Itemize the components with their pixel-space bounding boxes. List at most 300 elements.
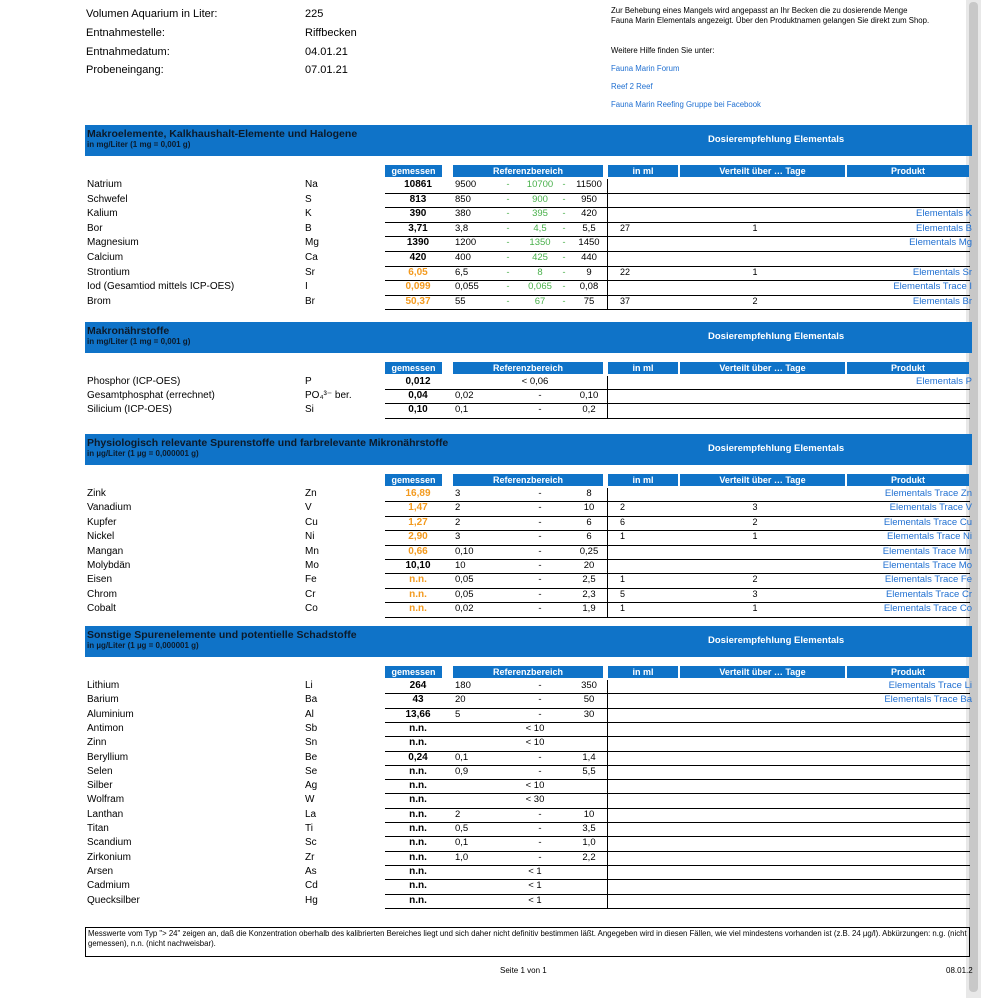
page-number: Seite 1 von 1 [500,966,547,975]
row-underline [608,617,970,618]
product-link[interactable]: Elementals B [916,222,972,234]
table-row [85,296,972,310]
reference-low: 2 [455,516,461,528]
reference-low: 20 [455,694,466,706]
section-banner [85,434,972,465]
element-symbol: Be [305,751,318,763]
reference-high: 50 [583,694,595,706]
reference-dash: - [562,237,566,248]
reference-high: 11500 [576,179,602,190]
dose-ml: 1 [620,531,626,542]
footnote: Messwerte vom Typ "> 24" zeigen an, daß die Konzentration oberhalb des kalibrierten Bereiches liegt und sich daher nicht definitiv bestimmen läßt. Angegeben wird in diesen Fällen, wie viel mindestens vorhanden ist (z.B. 24 µg/l). Abkürzungen: n.g. (nicht gemessen), n.n. (nicht nachweisbar). [85,927,970,957]
measured-value: 1390 [406,237,430,249]
reference-target: 425 [532,252,548,263]
dosing-recommendation-label: Dosierempfehlung Elementals [708,635,845,646]
col-product-header: Produkt [847,474,969,486]
table-row [85,179,972,193]
value-location: Riffbecken [305,27,357,39]
reference-limit: < 30 [525,794,545,806]
element-symbol: Br [305,295,315,307]
link-reef2reef[interactable]: Reef 2 Reef [611,82,653,91]
reference-high: 0,08 [579,281,599,293]
reference-dash: - [538,851,542,863]
reference-high: 0,25 [579,545,599,557]
element-symbol: I [305,281,308,293]
element-name: Molybdän [87,560,131,571]
reference-limit: < 10 [525,780,545,792]
measured-value: n.n. [409,574,427,586]
reference-low: 5 [455,708,461,720]
element-symbol: Fe [305,574,317,586]
reference-high: 0,10 [579,390,599,402]
reference-dash: - [562,222,566,233]
measured-value: n.n. [409,865,427,877]
measured-value: 6,05 [408,266,428,278]
label-location: Entnahmestelle: [86,27,165,39]
dose-ml: 6 [620,516,626,527]
section-banner [85,322,972,353]
measured-value: n.n. [409,780,427,792]
measured-value: n.n. [409,851,427,863]
dose-days: 1 [752,531,758,542]
row-underline [608,309,970,310]
measured-value: n.n. [409,722,427,734]
element-symbol: Ca [305,252,318,263]
reference-dash: - [562,252,566,262]
element-name: Scandium [87,837,132,849]
product-link[interactable]: Elementals Trace Cr [885,588,972,600]
reference-dash: - [506,295,510,306]
col-measured-header: gemessen [385,474,442,486]
measured-value: n.n. [409,880,427,892]
reference-dash: - [506,208,510,219]
reference-dash: - [562,208,566,219]
row-underline [385,908,607,909]
row-underline [608,908,970,909]
link-forum[interactable]: Fauna Marin Forum [611,64,680,73]
table-row [85,376,972,390]
reference-high: 2,2 [582,851,596,863]
table-row [85,895,972,909]
element-symbol: Cd [305,880,318,892]
product-link[interactable]: Elementals Sr [912,266,972,278]
col-ml-header: in ml [608,165,678,177]
product-link[interactable]: Elementals Trace Ba [884,694,972,706]
label-volume: Volumen Aquarium in Liter: [86,8,218,20]
reference-high: 9 [586,266,592,278]
reference-dash: - [506,266,510,277]
table-row [85,488,972,502]
element-name: Zink [87,488,106,499]
measured-value: 420 [409,252,427,263]
table-row [85,880,972,894]
measured-value: 0,04 [408,390,428,402]
dose-ml: 1 [620,574,626,585]
table-row [85,267,972,281]
reference-dash: - [538,516,542,528]
measured-value: n.n. [409,894,427,906]
product-link[interactable]: Elementals K [916,208,972,220]
table-row [85,281,972,295]
row-underline [385,617,607,618]
element-symbol: Ba [305,694,318,706]
reference-low: 0,02 [455,603,474,615]
reference-limit: < 10 [525,722,545,734]
reference-low: 0,1 [455,837,469,849]
element-symbol: Zr [305,851,315,863]
table-row [85,809,972,823]
table-row [85,252,972,266]
product-link[interactable]: Elementals Trace Ni [886,531,972,543]
reference-low: 0,05 [455,588,474,600]
product-link[interactable]: Elementals P [916,376,972,387]
reference-dash: - [538,531,542,543]
reference-low: 0,1 [455,751,469,763]
reference-target: 67 [534,295,546,307]
table-row [85,517,972,531]
element-symbol: Sr [305,266,315,278]
reference-dash: - [538,502,542,514]
reference-dash: - [538,823,542,834]
element-name: Mangan [87,545,124,557]
product-link[interactable]: Elementals Trace Cu [883,516,972,528]
reference-dash: - [538,560,542,571]
measured-value: n.n. [409,823,427,834]
element-symbol: Cu [305,516,318,528]
element-symbol: K [305,208,312,220]
reference-limit: < 1 [528,880,542,892]
reference-low: 180 [455,680,471,691]
element-symbol: Ni [305,531,315,543]
col-reference-header: Referenzbereich [453,165,603,177]
measured-value: 1,27 [408,516,428,528]
element-name: Aluminium [87,708,134,720]
section-banner [85,626,972,657]
measured-value: 50,37 [405,295,431,307]
element-name: Iod (Gesamtiod mittels ICP-OES) [87,281,235,293]
reference-limit: < 10 [525,737,545,749]
table-row [85,404,972,418]
dose-days: 2 [752,295,758,306]
section-title: Physiologisch relevante Spurenstoffe und farbrelevante Mikronährstoffe [87,437,449,449]
table-row [85,574,972,588]
table-row [85,208,972,222]
reference-dash: - [538,390,542,402]
element-name: Antimon [87,722,124,734]
reference-low: 0,05 [455,574,474,586]
reference-target: 900 [532,193,548,205]
reference-dash: - [538,404,542,416]
reference-high: 10 [583,502,595,514]
element-symbol: Ag [305,780,318,792]
element-name: Chrom [87,588,118,600]
table-row [85,603,972,617]
link-facebook-group[interactable]: Fauna Marin Reefing Gruppe bei Facebook [611,100,761,109]
measured-value: n.n. [409,837,427,849]
table-row [85,852,972,866]
element-name: Zirkonium [87,851,131,863]
section-unit: in mg/Liter (1 mg = 0,001 g) [87,140,191,149]
value-volume: 225 [305,8,324,20]
table-row [85,837,972,851]
reference-low: 0,1 [455,404,469,416]
reference-dash: - [538,603,542,615]
dose-days: 2 [752,516,758,527]
table-row [85,823,972,837]
measured-value: 2,90 [408,531,428,543]
reference-dash: - [538,765,542,777]
element-symbol: Sb [305,722,318,734]
element-name: Calcium [87,252,124,263]
col-ml-header: in ml [608,666,678,678]
reference-low: 3,8 [455,222,469,234]
col-ml-header: in ml [608,474,678,486]
dose-ml: 22 [620,266,631,277]
element-symbol: Mn [305,545,319,557]
reference-high: 75 [583,295,595,307]
dose-days: 1 [752,266,758,277]
reference-high: 3,5 [582,823,596,834]
measured-value: 813 [409,193,427,205]
reference-high: 5,5 [582,765,596,777]
reference-target: 0,065 [528,281,552,293]
measured-value: 10861 [404,179,432,190]
element-name: Selen [87,765,113,777]
col-days-header: Verteilt über … Tage [680,474,845,486]
measured-value: 10,10 [405,560,431,571]
element-symbol: Si [305,404,314,416]
reference-low: 9500 [455,179,477,190]
element-symbol: Sn [305,737,318,749]
element-name: Zinn [87,737,107,749]
reference-high: 420 [581,208,597,220]
element-name: Strontium [87,266,130,278]
element-symbol: W [305,794,315,806]
reference-target: 4,5 [533,222,547,234]
reference-dash: - [538,751,542,763]
measured-value: 1,47 [408,502,428,514]
element-name: Arsen [87,865,114,877]
element-name: Vanadium [87,502,132,514]
reference-low: 2 [455,808,461,820]
reference-low: 0,02 [455,390,474,402]
measured-value: 0,099 [405,281,431,293]
table-row [85,560,972,574]
reference-high: 1450 [578,237,600,249]
value-sample-date: 04.01.21 [305,46,348,58]
reference-dash: - [538,574,542,586]
col-reference-header: Referenzbereich [453,666,603,678]
reference-high: 1,9 [582,603,596,615]
measured-value: 0,10 [408,404,428,416]
table-row [85,546,972,560]
table-row [85,752,972,766]
section-unit: in µg/Liter (1 µg = 0,000001 g) [87,449,199,458]
measured-value: 0,012 [405,376,431,387]
reference-high: 440 [581,252,597,263]
label-receipt-date: Probeneingang: [86,64,164,76]
col-ml-header: in ml [608,362,678,374]
element-name: Silicium (ICP-OES) [87,404,173,416]
reference-target: 1350 [529,237,551,249]
reference-low: 3 [455,531,461,543]
element-name: Magnesium [87,237,139,249]
element-name: Nickel [87,531,115,543]
element-name: Lanthan [87,808,124,820]
reference-low: 380 [455,208,471,220]
product-link[interactable]: Elementals Trace Co [883,603,972,615]
col-measured-header: gemessen [385,362,442,374]
measured-value: n.n. [409,794,427,806]
reference-low: 0,9 [455,765,469,777]
table-row [85,709,972,723]
col-product-header: Produkt [847,362,969,374]
row-underline [385,418,607,419]
reference-dash: - [562,193,566,204]
reference-low: 0,5 [455,823,469,834]
dosing-recommendation-label: Dosierempfehlung Elementals [708,331,845,342]
reference-high: 6 [586,531,592,543]
measured-value: 13,66 [405,708,431,720]
reference-low: 0,10 [455,545,474,557]
reference-dash: - [538,694,542,706]
reference-dash: - [562,295,566,306]
reference-target: 10700 [526,179,554,190]
reference-low: 400 [455,252,471,263]
measured-value: 3,71 [408,222,428,234]
table-row [85,794,972,808]
element-symbol: La [305,808,317,820]
reference-low: 2 [455,502,461,514]
col-reference-header: Referenzbereich [453,362,603,374]
dose-days: 2 [752,574,758,585]
reference-low: 55 [455,295,466,307]
element-symbol: Sc [305,837,317,849]
table-row [85,737,972,751]
element-symbol: As [305,865,317,877]
product-link[interactable]: Elementals Trace Zn [884,488,972,499]
dose-days: 1 [752,222,758,233]
element-name: Natrium [87,179,123,190]
element-symbol: B [305,222,312,234]
element-name: Lithium [87,680,120,691]
reference-high: 30 [583,708,595,720]
col-days-header: Verteilt über … Tage [680,666,845,678]
element-name: Wolfram [87,794,125,806]
reference-high: 20 [583,560,595,571]
product-link[interactable]: Elementals Trace Li [888,680,972,691]
table-row [85,531,972,545]
element-name: Cobalt [87,603,116,615]
reference-low: 1200 [455,237,477,249]
reference-dash: - [506,281,510,292]
print-date: 08.01.2 [946,966,973,975]
reference-high: 950 [581,193,597,205]
product-link[interactable]: Elementals Trace Mn [882,545,972,557]
section-title: Makroelemente, Kalkhaushalt-Elemente und Halogene [87,128,358,140]
reference-low: 0,055 [455,281,479,293]
dose-ml: 1 [620,603,626,614]
reference-dash: - [506,222,510,233]
measured-value: 0,24 [408,751,428,763]
reference-dash: - [538,680,542,691]
reference-high: 2,3 [582,588,596,600]
element-symbol: Na [305,179,318,190]
reference-dash: - [506,252,510,262]
reference-dash: - [538,837,542,849]
dose-ml: 2 [620,502,626,513]
element-symbol: Hg [305,894,318,906]
reference-low: 1,0 [455,851,469,863]
table-row [85,680,972,694]
reference-high: 1,0 [582,837,596,849]
col-days-header: Verteilt über … Tage [680,362,845,374]
dosing-recommendation-label: Dosierempfehlung Elementals [708,134,845,145]
reference-high: 8 [586,488,592,499]
section-unit: in µg/Liter (1 µg = 0,000001 g) [87,641,199,650]
element-name: Barium [87,694,119,706]
product-link[interactable]: Elementals Br [912,295,972,307]
measured-value: n.n. [409,603,427,615]
element-symbol: P [305,376,312,387]
col-product-header: Produkt [847,666,969,678]
product-link[interactable]: Elementals Mg [909,237,972,249]
element-name: Kupfer [87,516,117,528]
dose-days: 3 [752,588,758,599]
table-row [85,237,972,251]
product-link[interactable]: Elementals Trace V [889,502,972,514]
table-row [85,589,972,603]
reference-high: 6 [586,516,592,528]
element-symbol: Li [305,680,313,691]
dose-ml: 27 [620,222,631,233]
reference-dash: - [562,281,566,292]
measured-value: n.n. [409,765,427,777]
reference-high: 5,5 [582,222,596,234]
element-symbol: Ti [305,823,313,834]
reference-high: 10 [583,808,595,820]
element-name: Phosphor (ICP-OES) [87,376,181,387]
element-name: Quecksilber [87,894,140,906]
col-product-header: Produkt [847,165,969,177]
col-measured-header: gemessen [385,666,442,678]
reference-high: 350 [581,680,597,691]
product-link[interactable]: Elementals Trace I [893,281,972,293]
element-symbol: Mg [305,237,319,249]
value-receipt-date: 07.01.21 [305,64,348,76]
section-banner [85,125,972,156]
table-row [85,866,972,880]
col-measured-header: gemessen [385,165,442,177]
measured-value: n.n. [409,588,427,600]
element-symbol: Mo [305,560,319,571]
reference-dash: - [506,179,510,189]
product-link[interactable]: Elementals Trace Mo [882,560,972,571]
measured-value: 264 [409,680,427,691]
element-name: Schwefel [87,193,128,205]
info-text: Zur Behebung eines Mangels wird angepasst an Ihr Becken die zu dosierende Menge Fauna Marin Elementals angezeigt. Über den Produktnamen gelangen Sie direkt zum Shop. [611,6,930,25]
col-reference-header: Referenzbereich [453,474,603,486]
table-row [85,766,972,780]
element-symbol: S [305,193,312,205]
dose-days: 3 [752,502,758,513]
reference-target: 395 [532,208,548,220]
reference-dash: - [562,179,566,189]
element-symbol: Co [305,603,318,615]
reference-target: 8 [537,266,543,278]
table-row [85,223,972,237]
product-link[interactable]: Elementals Trace Fe [884,574,972,586]
